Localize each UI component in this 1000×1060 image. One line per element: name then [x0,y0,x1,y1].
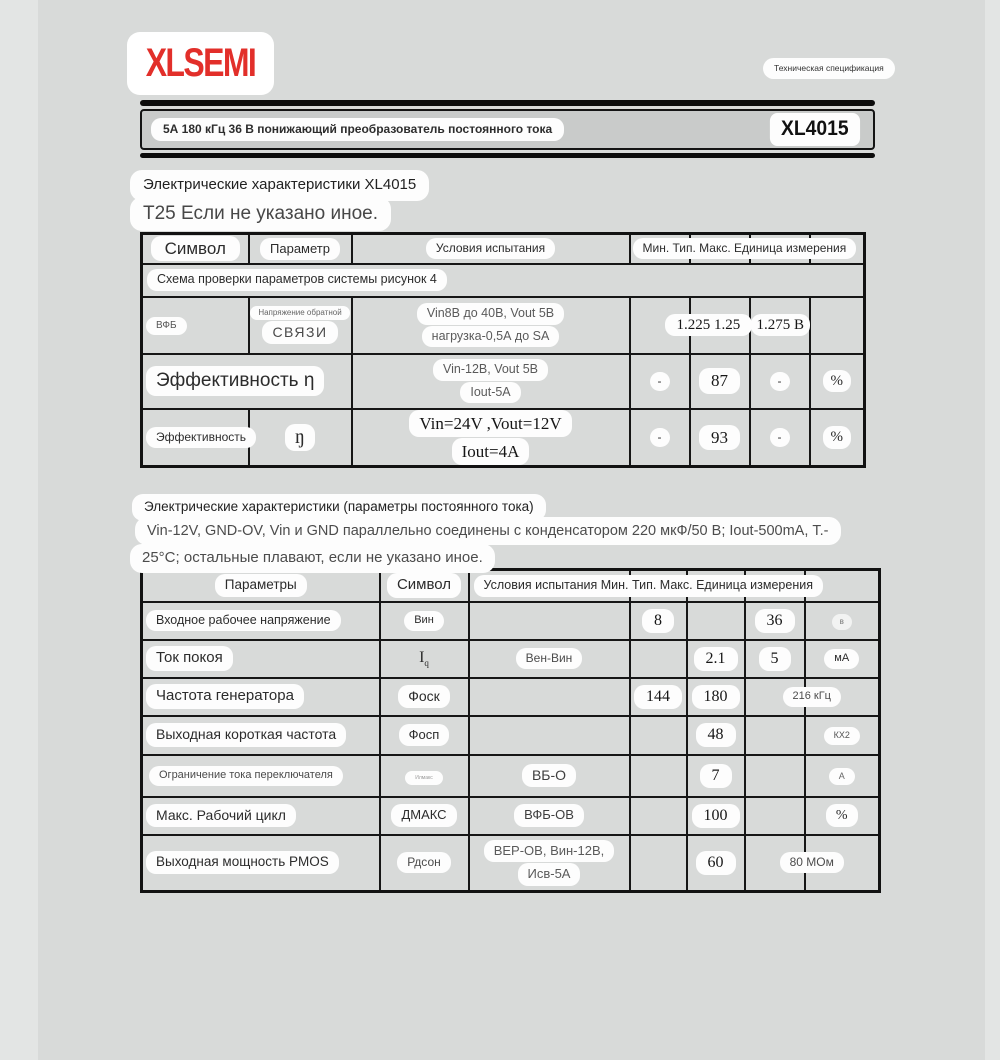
unit-label: % [826,804,858,828]
cond-vfb-line2: нагрузка-0,5А до SA [422,326,560,348]
eff2-max: - [770,428,790,447]
cond-label: ВФБ-ОВ [514,804,584,826]
cond-eff1-line1: Vin-12В, Vout 5В [433,359,548,381]
col-symbol-header: Символ [151,236,240,261]
param-label: Частота генератора [146,684,304,709]
param-label: Выходная короткая частота [146,723,346,747]
table-row-short-frequency [142,716,880,755]
min-value: 144 [634,685,682,709]
section2-heading: Электрические характеристики (параметры постоянного тока) [132,494,546,521]
system-note: Схема проверки параметров системы рисунок 4 [147,269,447,291]
eff1-min: - [650,372,670,391]
typ-value: 60 [696,851,736,875]
section2-condition-line2: 25°С; остальные плавают, если не указано иное. [130,544,495,573]
section1-condition-note: Т25 Если не указано иное. [130,197,391,231]
cond-label: ВБ-О [522,764,576,788]
max-unit-span: 80 МОм [780,852,844,873]
title-bar [140,109,875,150]
electrical-characteristics-table [140,232,866,468]
table-row-vfb [142,297,865,354]
section1-heading: Электрические характеристики XL4015 [130,170,429,201]
table-row-quiescent-current [142,640,880,678]
col-conditions-header: Условия испытания [426,238,555,259]
unit-label: в [832,614,852,630]
table-row-oscillator-frequency [142,678,880,716]
cond-label: Вен-Вин [516,648,583,669]
table-header-row [142,234,865,264]
table-row-efficiency-2 [142,409,865,467]
brand-logo [127,32,274,95]
param-label: Выходная мощность PMOS [146,851,339,874]
param-label: Ток покоя [146,646,233,671]
system-note-row [142,264,865,297]
table-row-pmos-power [142,835,880,892]
param-label: Входное рабочее напряжение [146,610,341,632]
unit-label: КХ2 [824,727,860,744]
cond-vfb-line1: Vin8В до 40В, Vout 5В [417,303,564,325]
param-label: Ограничение тока переключателя [149,766,343,786]
vfb-min-typ-value: 1.225 1.25 [665,314,753,337]
param-feedback-line2: СВЯЗИ [262,321,337,345]
cond-line2: Исв-5А [518,863,581,885]
symbol-fosc: Фоск [398,685,450,709]
param-efficiency-1: Эффективность η [146,366,324,396]
symbol-fosp: Фосп [399,724,450,746]
part-subtitle: 5А 180 кГц 36 В понижающий преобразователь постоянного тока [151,118,564,141]
eff2-unit: % [823,426,852,449]
header-rule-top [140,100,875,106]
table-row-input-voltage [142,602,880,640]
cond-eff1-line2: Iout-5А [460,382,520,404]
dc-parameters-table [140,568,881,893]
table-header-row [142,570,880,602]
symbol-vin: Вин [404,611,444,631]
brand-logo-text: XLSEMI [145,41,256,85]
table-row-duty-cycle [142,797,880,835]
eff2-min: - [650,428,670,447]
typ-value: 2.1 [694,647,738,671]
symbol-dmax: ДМАКС [391,804,456,826]
cond-eff2-line1: Vin=24V ,Vout=12V [409,410,571,437]
eff1-max: - [770,372,790,391]
symbol-vfb: ВФБ [146,317,187,336]
part-number: XL4015 [770,113,860,145]
table-row-current-limit [142,755,880,797]
doc-type-badge: Техническая спецификация [763,58,895,79]
eff1-typ: 87 [699,368,740,393]
vfb-max-value: 1.275 В [751,314,811,337]
symbol-ilmax: Илмакс [405,771,442,785]
col-symbol-header: Символ [387,573,461,598]
col-limits-header: Мин. Тип. Макс. Единица измерения [633,238,857,259]
symbol-rdson: Рдсон [397,852,451,873]
section2-condition-line1: Vin-12V, GND-OV, Vin и GND параллельно соединены с конденсатором 220 мкФ/50 В; Iout-500mA, Т.- [135,517,841,545]
eff2-typ: 93 [699,425,740,450]
eff1-unit: % [823,370,852,393]
right-margin-strip [985,0,1000,1060]
col-parameters-header: Параметры [215,574,307,597]
typ-value: 7 [700,764,732,788]
typ-value: 180 [692,685,740,709]
max-value: 36 [755,609,795,633]
symbol-iq: $I_q$ [419,648,429,669]
max-unit-span: 216 кГц [783,687,841,707]
unit-label: мА [824,649,859,669]
unit-label: А [829,768,855,785]
left-margin-strip [0,0,38,1060]
param-efficiency-2: Эффективность [146,427,256,448]
symbol-eta: ŋ [285,424,315,451]
cond-line1: ВЕР-ОВ, Вин-12В, [484,840,615,862]
table-row-efficiency-1 [142,354,865,409]
min-value: 8 [642,609,674,633]
max-value: 5 [759,647,791,671]
param-feedback-line1: Напряжение обратной [250,306,349,320]
header-rule-bottom [140,153,875,158]
cond-eff2-line2: Iout=4A [452,438,530,465]
col-parameter-header: Параметр [260,238,340,260]
typ-value: 100 [692,804,740,828]
typ-value: 48 [696,723,736,747]
param-label: Макс. Рабочий цикл [146,804,296,828]
col-limits-header: Условия испытания Мин. Тип. Макс. Единица измерения [474,575,824,597]
